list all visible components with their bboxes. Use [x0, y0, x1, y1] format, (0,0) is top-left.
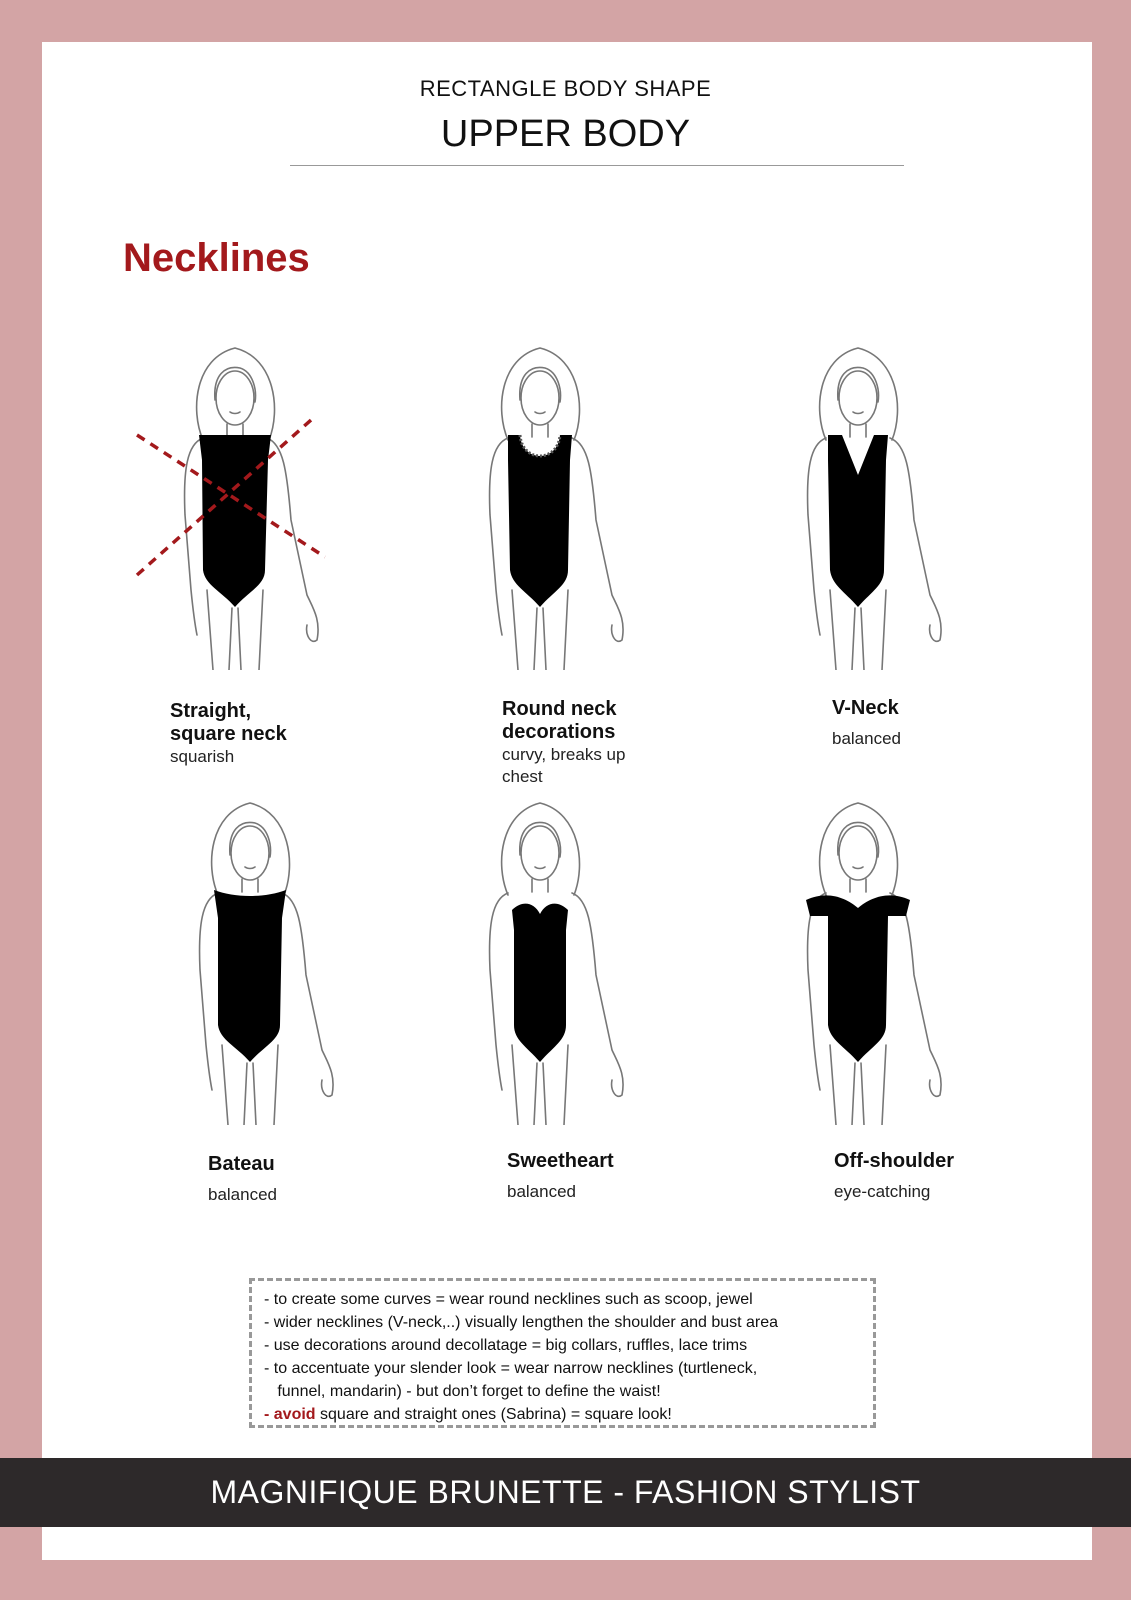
caption-description: squarish: [170, 747, 235, 766]
figure-bateau: [140, 790, 360, 1130]
caption-description: balanced: [832, 729, 902, 748]
page-title: UPPER BODY: [440, 113, 691, 155]
caption-title: V-Neck: [832, 697, 899, 719]
tip-prefix: -: [264, 1406, 274, 1423]
footer-banner: MAGNIFIQUE BRUNETTE - FASHION STYLIST: [0, 1458, 1131, 1527]
tip-item: - to accentuate your slender look = wear narrow necklines (turtleneck,: [264, 1360, 758, 1377]
tip-rest: square and straight ones (Sabrina) = square look!: [315, 1406, 672, 1423]
tip-item: - use decorations around decollatage = big collars, ruffles, lace trims: [264, 1337, 748, 1354]
caption-v-neck: [832, 697, 1072, 750]
caption-round-neck: [502, 698, 652, 788]
section-title: Necklines: [123, 236, 310, 280]
caption-description: curvy, breaks up chest: [502, 745, 626, 786]
caption-title: Straight,: [170, 700, 252, 722]
caption-title: Sweetheart: [507, 1150, 614, 1172]
caption-description: eye-catching: [834, 1182, 931, 1201]
caption-title: Bateau: [208, 1153, 275, 1175]
caption-title: Round neck: [502, 698, 617, 720]
figure-round-neck-decorations: [430, 335, 650, 675]
figure-sweetheart: [430, 790, 650, 1130]
caption-description: balanced: [507, 1182, 577, 1201]
avoid-highlight: avoid: [273, 1406, 316, 1423]
tip-item: - to create some curves = wear round necklines such as scoop, jewel: [264, 1291, 753, 1308]
tips-box: [249, 1278, 876, 1428]
caption-straight-square-neck: [170, 700, 410, 768]
title-divider: [290, 165, 904, 166]
tip-item: funnel, mandarin) - but don’t forget to define the waist!: [264, 1383, 661, 1400]
caption-title: square neck: [170, 723, 287, 745]
figure-straight-square-neck: [125, 335, 345, 675]
caption-title: decorations: [502, 721, 616, 743]
caption-sweetheart: [507, 1150, 747, 1203]
tip-item-avoid: [264, 1403, 861, 1426]
caption-title: Off-shoulder: [834, 1150, 954, 1172]
caption-description: balanced: [208, 1185, 278, 1204]
caption-off-shoulder: [834, 1150, 1074, 1203]
header-subtitle: RECTANGLE BODY SHAPE: [419, 76, 712, 101]
figure-v-neck: [748, 335, 968, 675]
figure-off-shoulder: [748, 790, 968, 1130]
tip-item: - wider necklines (V-neck,..) visually lengthen the shoulder and bust area: [264, 1314, 779, 1331]
caption-bateau: [208, 1153, 448, 1206]
